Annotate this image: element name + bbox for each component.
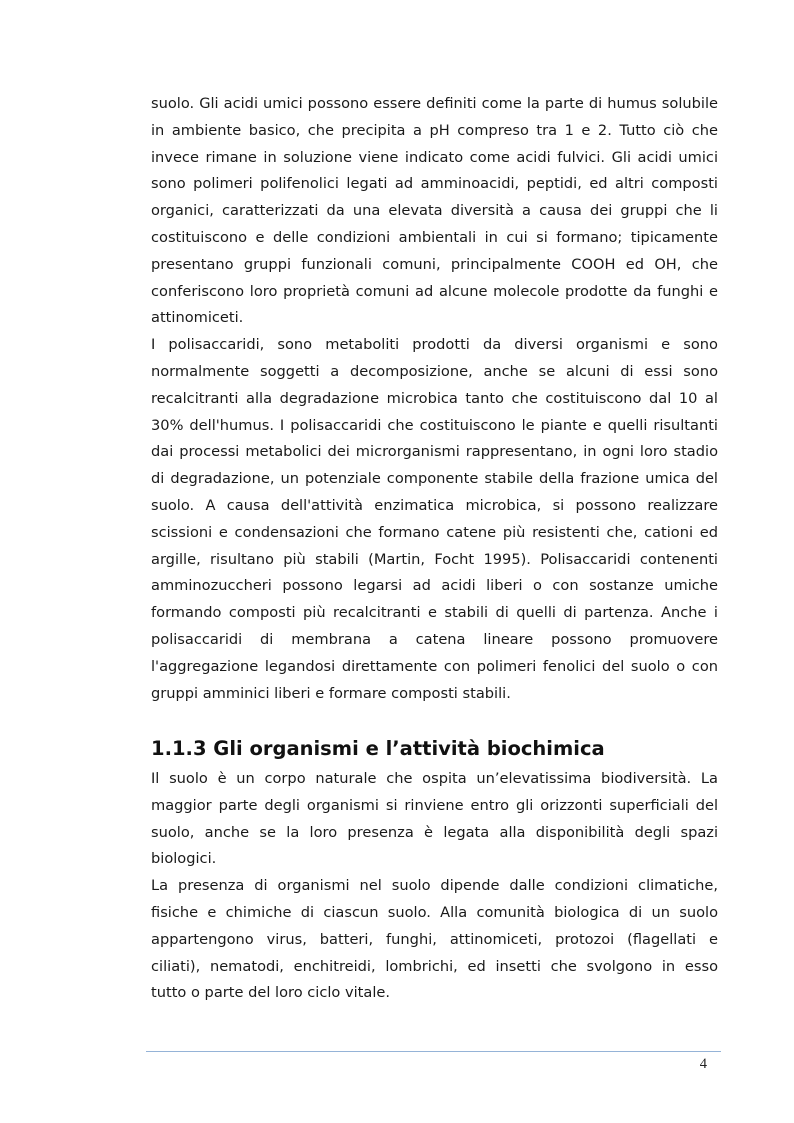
paragraph-humic-acids	[151, 91, 718, 332]
text-line: suolo. Gli acidi umici possono essere definiti come la parte di humus solubile	[151, 95, 718, 112]
page-number: 4	[699, 1056, 707, 1072]
text-line: dai processi metabolici dei microrganismi rappresentano, in ogni loro stadio	[151, 443, 718, 461]
text-line: tutto o parte del loro ciclo vitale.	[151, 984, 391, 1002]
text-line: formando composti più recalcitranti e stabili di quelli di partenza. Anche i	[151, 604, 718, 622]
paragraph-polysaccharides	[151, 332, 718, 707]
text-line: l'aggregazione legandosi direttamente con polimeri fenolici del suolo o con	[151, 657, 718, 675]
footer-rule	[146, 1051, 721, 1052]
paragraph-soil-organisms	[151, 873, 718, 1007]
paragraph-soil-biodiversity	[151, 766, 718, 873]
text-line: La presenza di organismi nel suolo dipende dalle condizioni climatiche,	[151, 877, 718, 895]
text-line: gruppi amminici liberi e formare composti stabili.	[151, 684, 511, 702]
text-line: attinomiceti.	[151, 309, 244, 327]
text-line: in ambiente basico, che precipita a pH compreso tra 1 e 2. Tutto ciò che	[151, 121, 718, 139]
body-text-upper	[151, 91, 718, 707]
text-line: scissioni e condensazioni che formano catene più resistenti che, cationi ed	[151, 523, 718, 541]
text-line: Il suolo è un corpo naturale che ospita un’elevatissima biodiversità. La	[151, 770, 718, 787]
text-line: invece rimane in soluzione viene indicato come acidi fulvici. Gli acidi umici	[151, 148, 718, 166]
text-line: organici, caratterizzati da una elevata diversità a causa dei gruppi che li	[151, 202, 718, 220]
text-line: di degradazione, un potenziale componente stabile della frazione umica del	[151, 470, 718, 488]
section-heading: 1.1.3 Gli organismi e l’attività biochimica	[151, 737, 605, 760]
body-text-lower	[151, 766, 718, 1007]
text-line: costituiscono e delle condizioni ambientali in cui si formano; tipicamente	[151, 228, 718, 246]
text-line: 30% dell'humus. I polisaccaridi che costituiscono le piante e quelli risultanti	[151, 416, 718, 434]
text-line: maggior parte degli organismi si rinviene entro gli orizzonti superficiali del	[151, 796, 718, 814]
text-line: fisiche e chimiche di ciascun suolo. Alla comunità biologica di un suolo	[151, 903, 718, 921]
text-line: biologici.	[151, 850, 217, 868]
text-line: amminozuccheri possono legarsi ad acidi liberi o con sostanze umiche	[151, 577, 718, 595]
text-line: recalcitranti alla degradazione microbica tanto che costituiscono dal 10 al	[151, 389, 718, 407]
text-line: ciliati), nematodi, enchitreidi, lombrichi, ed insetti che svolgono in esso	[151, 957, 718, 975]
text-line: sono polimeri polifenolici legati ad amminoacidi, peptidi, ed altri composti	[151, 175, 718, 193]
text-line: normalmente soggetti a decomposizione, anche se alcuni di essi sono	[151, 362, 718, 380]
text-line: suolo. A causa dell'attività enzimatica microbica, si possono realizzare	[151, 496, 718, 514]
text-line: polisaccaridi di membrana a catena lineare possono promuovere	[151, 630, 718, 648]
text-line: argille, risultano più stabili (Martin, Focht 1995). Polisaccaridi contenenti	[151, 550, 718, 568]
text-line: appartengono virus, batteri, funghi, attinomiceti, protozoi (flagellati e	[151, 930, 718, 948]
text-line: I polisaccaridi, sono metaboliti prodotti da diversi organismi e sono	[151, 336, 718, 354]
text-line: conferiscono loro proprietà comuni ad alcune molecole prodotte da funghi e	[151, 282, 718, 300]
text-line: presentano gruppi funzionali comuni, principalmente COOH ed OH, che	[151, 255, 718, 273]
text-line: suolo, anche se la loro presenza è legata alla disponibilità degli spazi	[151, 823, 718, 841]
